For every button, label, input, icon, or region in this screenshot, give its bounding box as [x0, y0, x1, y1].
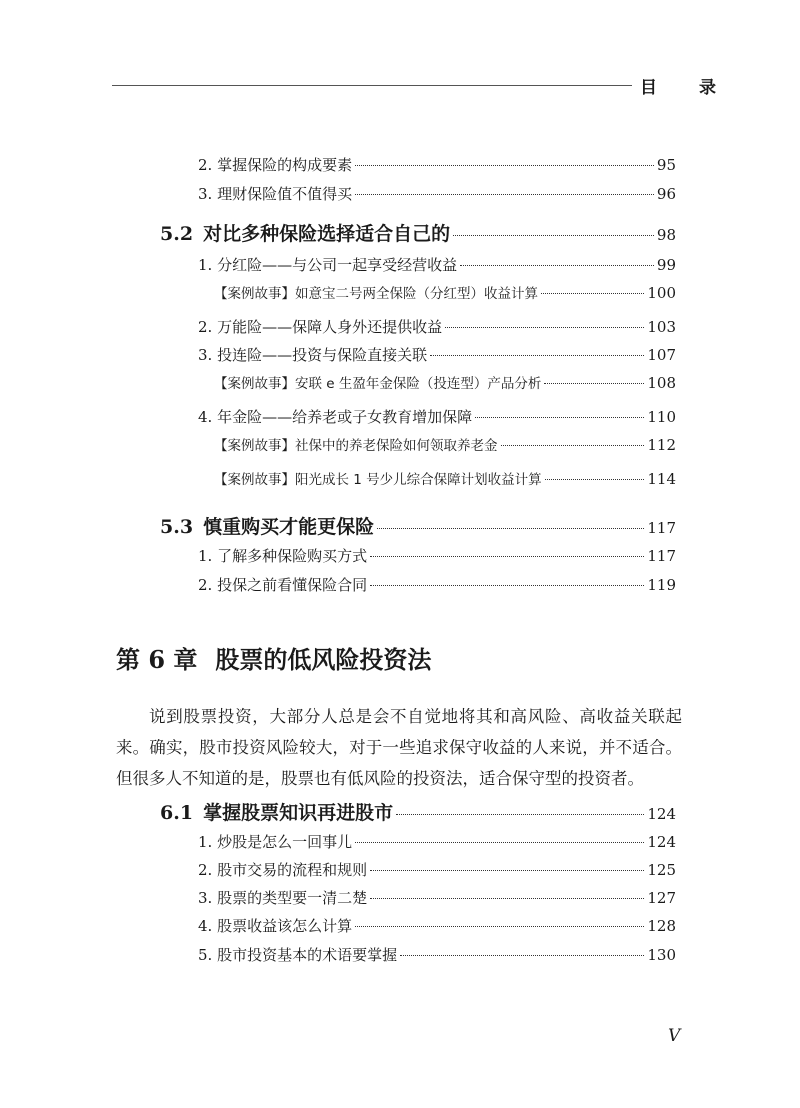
toc-entry[interactable] [198, 316, 676, 337]
chapter-intro: 说到股票投资，大部分人总是会不自觉地将其和高风险、高收益关联起来。确实，股市投资风险较大，对于一些追求保守收益的人来说，并不适合。但很多人不知道的是，股票也有低风险的投资法，适合保守型的投资者。 [116, 706, 682, 788]
dot-leader [355, 842, 644, 843]
section-number: 6.1 [160, 802, 194, 824]
section-page: 117 [647, 519, 676, 537]
dot-leader [430, 355, 644, 356]
page-number: V [668, 1026, 681, 1046]
section-page: 98 [656, 226, 676, 244]
toc-entry-page: 119 [647, 576, 676, 594]
toc-entry-label: 2. 股市交易的流程和规则 [198, 861, 368, 879]
toc-entry-page: 95 [656, 156, 676, 174]
dot-leader [501, 445, 645, 446]
toc-entry-label: 【案例故事】安联 e 生盈年金保险（投连型）产品分析 [214, 376, 542, 392]
header-rule [112, 85, 632, 86]
toc-entry-label: 3. 股票的类型要一清二楚 [198, 889, 368, 907]
toc-entry-page: 130 [647, 946, 676, 964]
toc-entry-label: 【案例故事】如意宝二号两全保险（分红型）收益计算 [214, 286, 538, 302]
toc-entry-label: 2. 万能险——保障人身外还提供收益 [198, 318, 443, 336]
toc-entry-label: 5. 股市投资基本的术语要掌握 [198, 946, 398, 964]
toc-entry-page: 103 [647, 318, 676, 336]
dot-leader [355, 194, 654, 195]
toc-entry-page: 112 [647, 436, 676, 454]
toc-case-story[interactable] [214, 468, 676, 488]
toc-entry-page: 96 [656, 185, 676, 203]
dot-leader [541, 293, 644, 294]
dot-leader [475, 417, 644, 418]
toc-entry[interactable] [198, 574, 676, 595]
dot-leader [370, 556, 644, 557]
toc-entry-label: 1. 炒股是怎么一回事儿 [198, 833, 353, 851]
dot-leader [377, 528, 644, 529]
toc-entry[interactable] [198, 154, 676, 175]
toc-entry-label: 【案例故事】阳光成长 1 号少儿综合保障计划收益计算 [214, 472, 542, 488]
header-char-2: 录 [699, 77, 716, 98]
chapter-title: 股票的低风险投资法 [215, 644, 432, 674]
toc-entry[interactable] [198, 344, 676, 365]
toc-entry[interactable] [198, 254, 676, 275]
dot-leader [545, 479, 645, 480]
dot-leader [370, 585, 644, 586]
chapter-heading[interactable] [116, 640, 431, 674]
section-number: 5.2 [160, 223, 194, 245]
dot-leader [355, 165, 654, 166]
section-number: 5.3 [160, 516, 194, 538]
header-char-1: 目 [640, 77, 657, 98]
dot-leader [445, 327, 644, 328]
toc-entry-label: 2. 掌握保险的构成要素 [198, 156, 353, 174]
toc-entry[interactable] [198, 545, 676, 566]
dot-leader [544, 383, 644, 384]
section-page: 124 [647, 805, 676, 823]
toc-entry-label: 1. 分红险——与公司一起享受经营收益 [198, 256, 458, 274]
toc-entry-page: 125 [647, 861, 676, 879]
toc-entry[interactable] [198, 831, 676, 852]
dot-leader [453, 235, 654, 236]
toc-case-story[interactable] [214, 434, 676, 454]
dot-leader [370, 870, 644, 871]
toc-entry-page: 128 [647, 917, 676, 935]
toc-entry-label: 2. 投保之前看懂保险合同 [198, 576, 368, 594]
toc-entry[interactable] [198, 406, 676, 427]
toc-entry-page: 108 [647, 374, 676, 392]
toc-section-5-3[interactable] [160, 512, 676, 539]
toc-section-6-1[interactable] [160, 798, 676, 825]
dot-leader [396, 814, 644, 815]
toc-entry-label: 【案例故事】社保中的养老保险如何领取养老金 [214, 438, 498, 454]
toc-entry-label: 4. 年金险——给养老或子女教育增加保障 [198, 408, 473, 426]
chapter-number: 第 6 章 [116, 644, 198, 674]
toc-entry-page: 117 [647, 547, 676, 565]
toc-entry[interactable] [198, 859, 676, 880]
toc-entry-page: 99 [656, 256, 676, 274]
dot-leader [400, 955, 644, 956]
toc-section-5-2[interactable] [160, 219, 676, 246]
dot-leader [460, 265, 654, 266]
toc-entry-page: 107 [647, 346, 676, 364]
toc-entry[interactable] [198, 944, 676, 965]
toc-entry[interactable] [198, 915, 676, 936]
toc-entry[interactable] [198, 887, 676, 908]
toc-entry-label: 4. 股票收益该怎么计算 [198, 917, 353, 935]
toc-case-story[interactable] [214, 372, 676, 392]
toc-entry-page: 100 [647, 284, 676, 302]
dot-leader [355, 926, 644, 927]
toc-entry-label: 1. 了解多种保险购买方式 [198, 547, 368, 565]
toc-entry-page: 114 [647, 470, 676, 488]
section-title: 慎重购买才能更保险 [203, 516, 375, 538]
toc-entry-label: 3. 理财保险值不值得买 [198, 185, 353, 203]
section-title: 对比多种保险选择适合自己的 [203, 223, 451, 245]
dot-leader [370, 898, 644, 899]
toc-entry-page: 124 [647, 833, 676, 851]
section-title: 掌握股票知识再进股市 [203, 802, 394, 824]
toc-entry-label: 3. 投连险——投资与保险直接关联 [198, 346, 428, 364]
toc-entry-page: 110 [647, 408, 676, 426]
toc-case-story[interactable] [214, 282, 676, 302]
running-header [640, 74, 716, 96]
toc-entry[interactable] [198, 183, 676, 204]
toc-entry-page: 127 [647, 889, 676, 907]
